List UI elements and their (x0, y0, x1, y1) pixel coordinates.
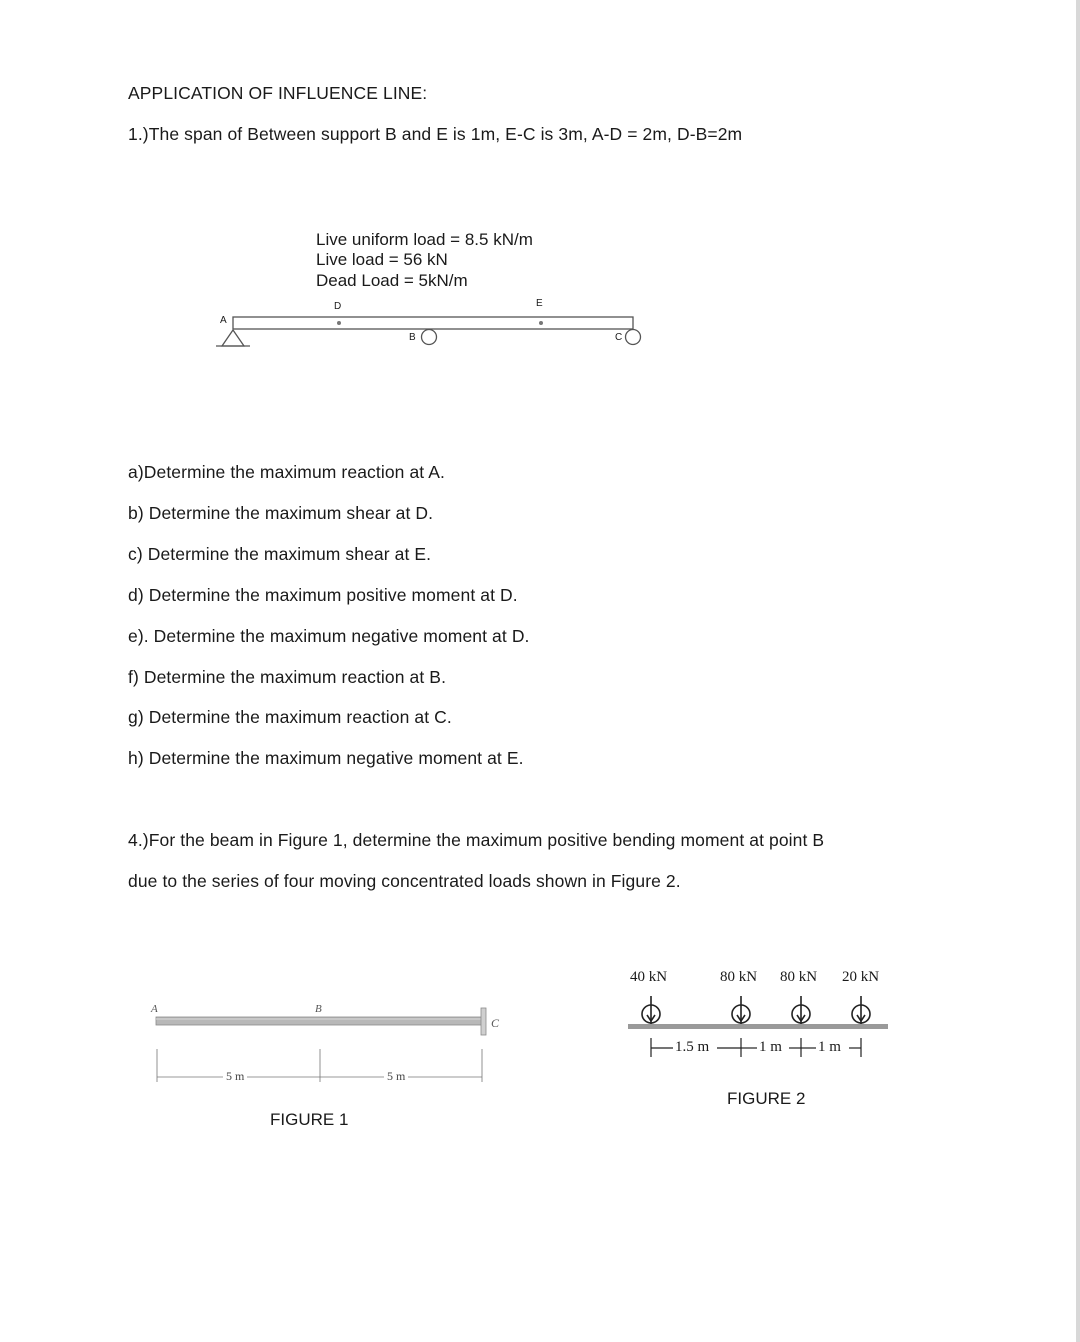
figure2-load-1: 40 kN (630, 969, 668, 985)
figure2-load-4: 20 kN (842, 969, 880, 985)
live-point-load-label: Live load = 56 kN (316, 250, 448, 269)
figure2-spacing-3: 1 m (818, 1039, 841, 1055)
figure2-spacing-1: 1.5 m (675, 1039, 710, 1055)
figure2-wheel-2 (732, 996, 750, 1024)
live-uniform-load-label: Live uniform load = 8.5 kN/m (316, 230, 533, 249)
problem1-statement: 1.)The span of Between support B and E is 1m, E-C is 3m, A-D = 2m, D-B=2m (128, 124, 743, 144)
point-a-label: A (220, 315, 227, 326)
question-f: f) Determine the maximum reaction at B. (128, 667, 447, 687)
question-b: b) Determine the maximum shear at D. (128, 503, 434, 523)
point-b-label: B (409, 332, 416, 343)
question-a: a)Determine the maximum reaction at A. (128, 462, 445, 482)
question-g: g) Determine the maximum reaction at C. (128, 707, 452, 727)
figure1-caption: FIGURE 1 (270, 1110, 349, 1129)
problem4-line2: due to the series of four moving concentrated loads shown in Figure 2. (128, 871, 681, 891)
figure1-label-c: C (491, 1016, 500, 1030)
problem4-line1: 4.)For the beam in Figure 1, determine the maximum positive bending moment at point B (128, 830, 825, 850)
dead-load-label: Dead Load = 5kN/m (316, 271, 468, 290)
figure2-caption: FIGURE 2 (727, 1089, 806, 1108)
question-c: c) Determine the maximum shear at E. (128, 544, 432, 564)
figure1-label-b: B (315, 1003, 322, 1015)
figure1-dim-left: 5 m (223, 1069, 247, 1084)
figure1-dim-right: 5 m (384, 1069, 408, 1084)
figure2-wheel-3 (792, 996, 810, 1024)
question-e: e). Determine the maximum negative moment at D. (128, 626, 530, 646)
figure2-wheel-1 (642, 996, 660, 1024)
figure2-load-2: 80 kN (720, 969, 758, 985)
figure1-label-a: A (151, 1003, 158, 1015)
point-d-label: D (334, 301, 342, 312)
point-c-label: C (615, 332, 623, 343)
question-d: d) Determine the maximum positive moment at D. (128, 585, 518, 605)
figure2-spacing-2: 1 m (759, 1039, 782, 1055)
page-heading: APPLICATION OF INFLUENCE LINE: (128, 83, 428, 103)
figure2-track (628, 1024, 888, 1029)
figure2-wheel-4 (852, 996, 870, 1024)
figure2-load-3: 80 kN (780, 969, 818, 985)
point-e-label: E (536, 298, 543, 309)
question-h: h) Determine the maximum negative moment at E. (128, 748, 524, 768)
